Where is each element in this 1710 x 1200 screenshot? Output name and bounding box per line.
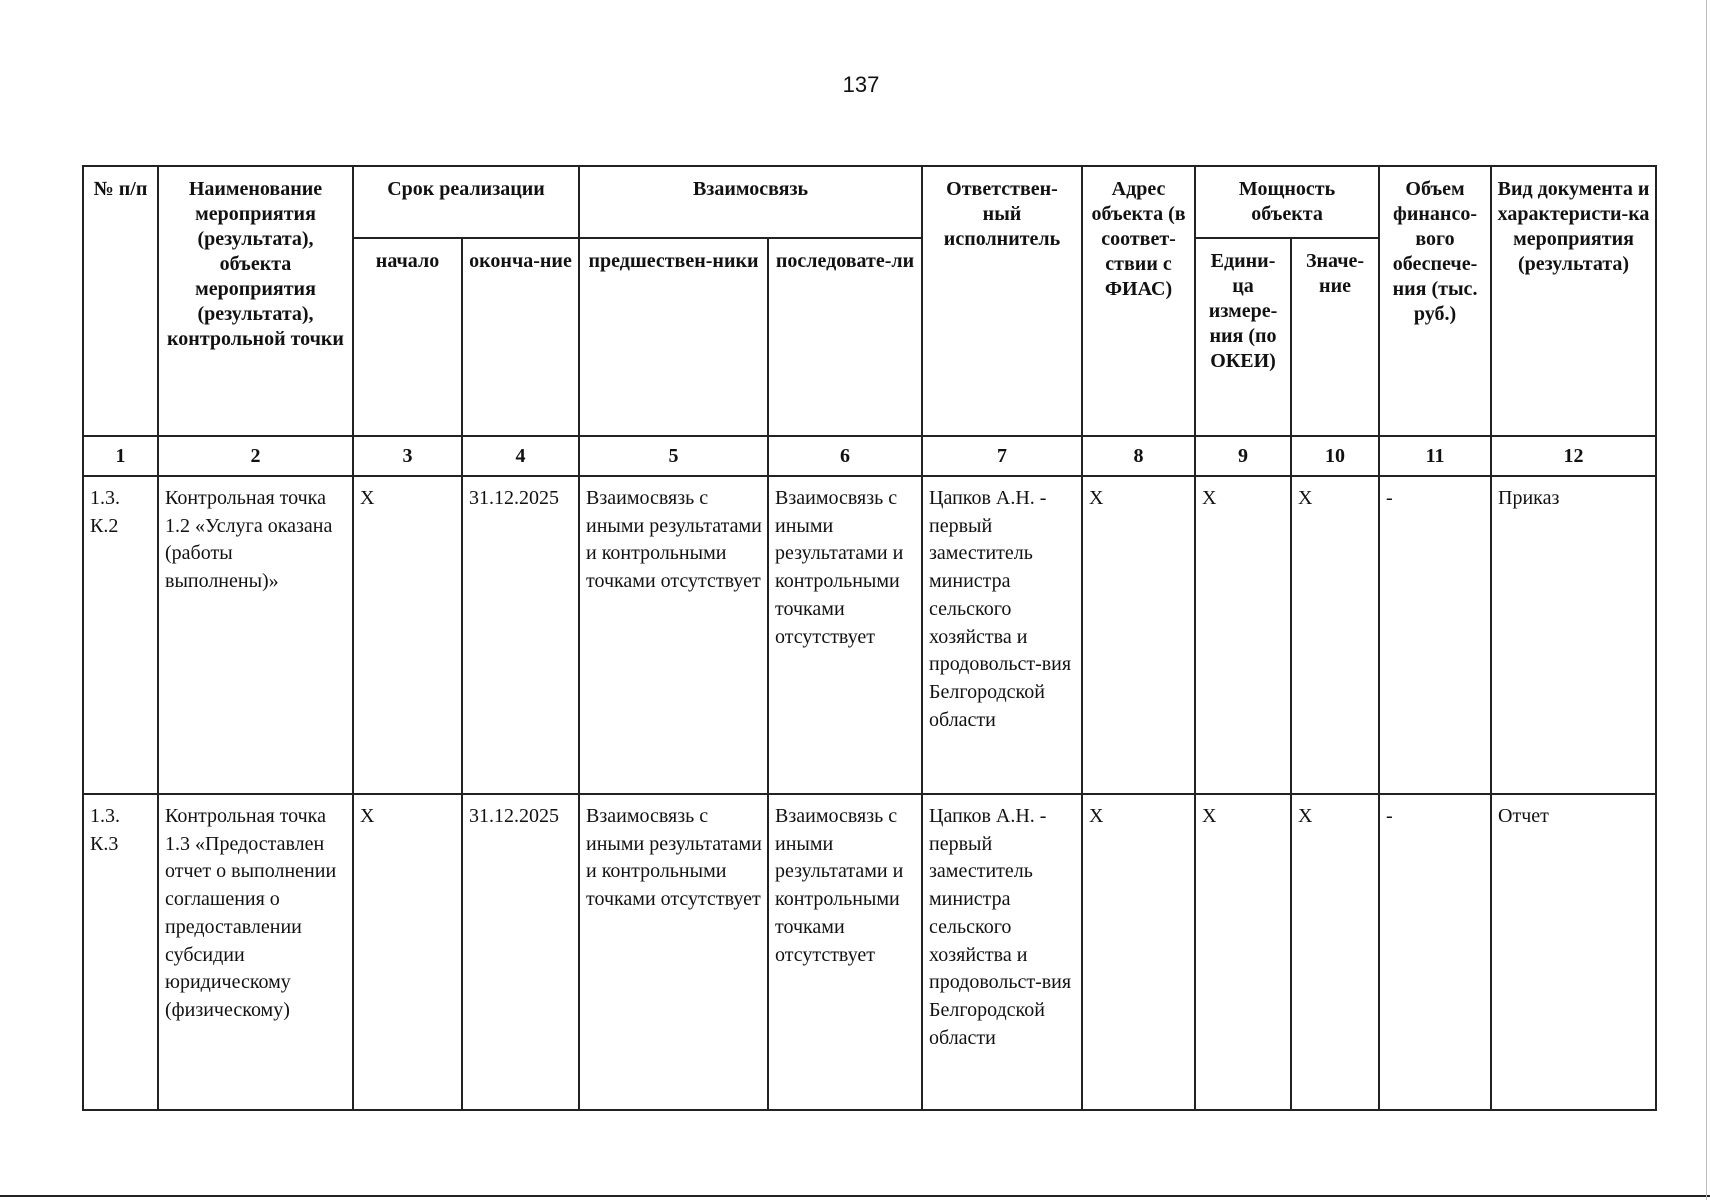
header-relation-next: последовате-ли [768, 238, 922, 436]
header-capacity-unit: Едини-ца измере-ния (по ОКЕИ) [1195, 238, 1291, 436]
header-name: Наименование мероприятия (результата), объекта мероприятия (результата), контрольной точки [158, 166, 353, 436]
column-number-row [83, 436, 1656, 476]
column-number: 9 [1195, 436, 1291, 476]
column-number: 3 [353, 436, 462, 476]
row-unit: X [1195, 476, 1291, 794]
row-num: 1.3. К.2 [83, 476, 158, 794]
row-doc: Отчет [1491, 794, 1656, 1110]
row-funding: - [1379, 794, 1491, 1110]
row-end: 31.12.2025 [462, 476, 579, 794]
row-responsible: Цапков А.Н. - первый заместитель министра сельского хозяйства и продовольст-вия Белгородской области [922, 476, 1082, 794]
row-prev: Взаимосвязь с иными результатами и контрольными точками отсутствует [579, 476, 768, 794]
row-num: 1.3. К.3 [83, 794, 158, 1110]
row-value: X [1291, 476, 1379, 794]
activity-table [82, 165, 1657, 1111]
row-name: Контрольная точка 1.3 «Предоставлен отчет о выполнении соглашения о предоставлении субсидии юридическому (физическому) [158, 794, 353, 1110]
table-header-row [83, 166, 1656, 238]
header-capacity: Мощность объекта [1195, 166, 1379, 238]
scan-edge-bottom [0, 1195, 1710, 1197]
row-address: X [1082, 794, 1195, 1110]
table-row [83, 794, 1656, 1110]
row-doc: Приказ [1491, 476, 1656, 794]
header-period: Срок реализации [353, 166, 579, 238]
row-next: Взаимосвязь с иными результатами и контрольными точками отсутствует [768, 476, 922, 794]
row-address: X [1082, 476, 1195, 794]
header-period-start: начало [353, 238, 462, 436]
column-number: 1 [83, 436, 158, 476]
header-funding: Объем финансо-вого обеспече-ния (тыс. руб.) [1379, 166, 1491, 436]
scan-edge-right [1706, 0, 1707, 1200]
row-funding: - [1379, 476, 1491, 794]
column-number: 4 [462, 436, 579, 476]
row-next: Взаимосвязь с иными результатами и контрольными точками отсутствует [768, 794, 922, 1110]
header-address: Адрес объекта (в соответ-ствии с ФИАС) [1082, 166, 1195, 436]
column-number: 5 [579, 436, 768, 476]
column-number: 2 [158, 436, 353, 476]
header-doc-type: Вид документа и характеристи-ка мероприятия (результата) [1491, 166, 1656, 436]
row-start: X [353, 476, 462, 794]
row-end: 31.12.2025 [462, 794, 579, 1110]
header-relation: Взаимосвязь [579, 166, 922, 238]
column-number: 11 [1379, 436, 1491, 476]
row-unit: X [1195, 794, 1291, 1110]
header-relation-prev: предшествен-ники [579, 238, 768, 436]
column-number: 10 [1291, 436, 1379, 476]
row-prev: Взаимосвязь с иными результатами и контрольными точками отсутствует [579, 794, 768, 1110]
row-name: Контрольная точка 1.2 «Услуга оказана (работы выполнены)» [158, 476, 353, 794]
row-responsible: Цапков А.Н. - первый заместитель министра сельского хозяйства и продовольст-вия Белгородской области [922, 794, 1082, 1110]
header-period-end: оконча-ние [462, 238, 579, 436]
row-value: X [1291, 794, 1379, 1110]
header-responsible: Ответствен-ный исполнитель [922, 166, 1082, 436]
header-num: № п/п [83, 166, 158, 436]
row-start: X [353, 794, 462, 1110]
column-number: 12 [1491, 436, 1656, 476]
table-row [83, 476, 1656, 794]
header-capacity-value: Значе-ние [1291, 238, 1379, 436]
column-number: 7 [922, 436, 1082, 476]
page-number: 137 [842, 72, 880, 97]
column-number: 6 [768, 436, 922, 476]
column-number: 8 [1082, 436, 1195, 476]
